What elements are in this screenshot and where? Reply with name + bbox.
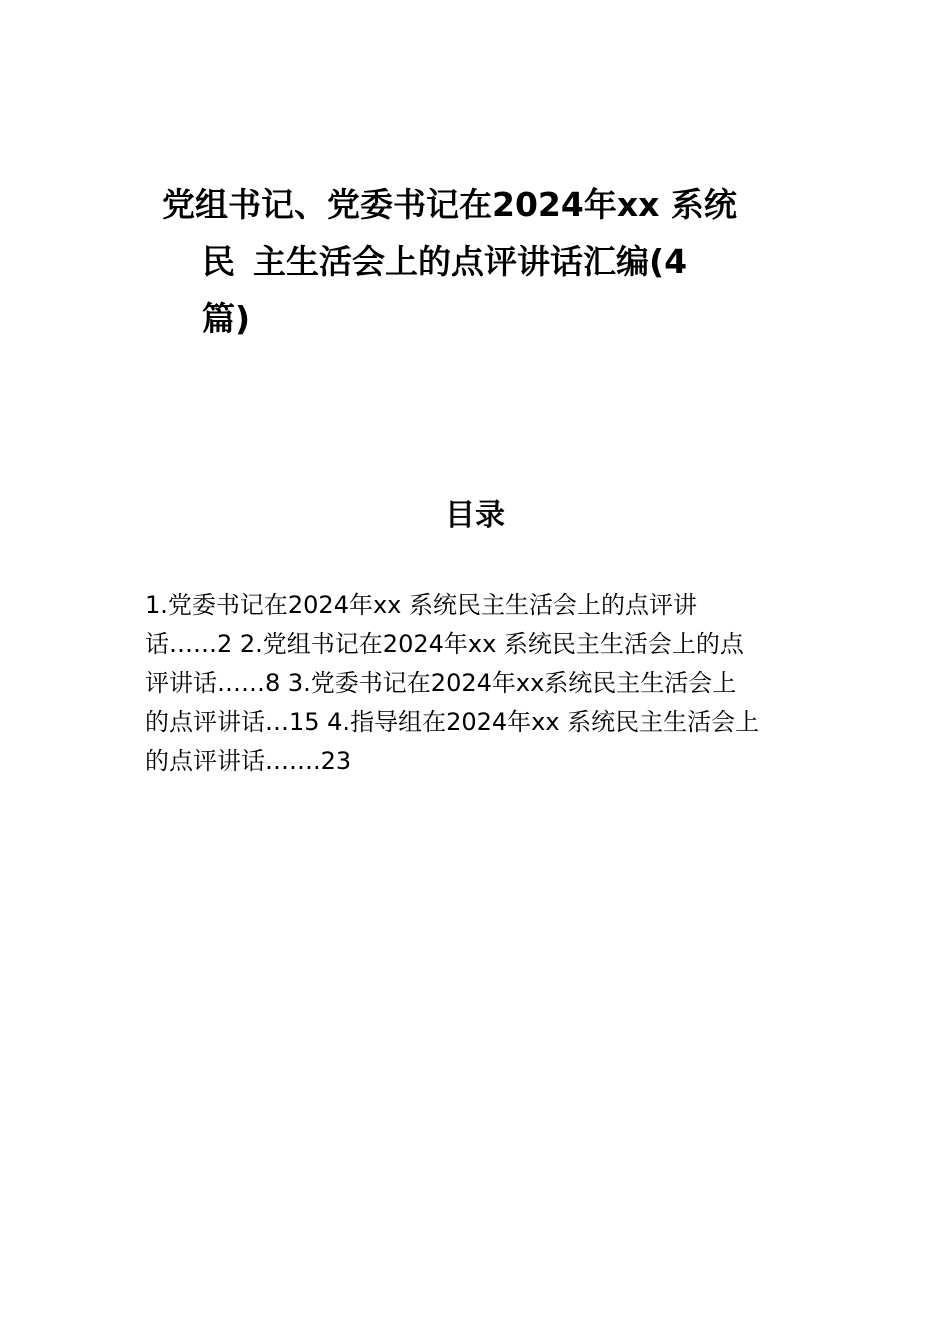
toc-heading: 目录 bbox=[445, 498, 505, 533]
title-line-2 bbox=[150, 233, 790, 290]
title-line-1: 党组书记、党委书记在2024年xx 系统 bbox=[162, 185, 737, 224]
toc-line-3: 评讲话……8 3.党委书记在2024年xx系统民主生活会上 bbox=[145, 669, 737, 697]
title-line-2-part-a: 民 bbox=[202, 242, 235, 281]
title-line-3: 篇) bbox=[202, 299, 251, 338]
toc-line-4: 的点评讲话…15 4.指导组在2024年xx 系统民主生活会上 bbox=[145, 708, 760, 736]
toc-line-1: 1.党委书记在2024年xx 系统民主生活会上的点评讲 bbox=[145, 591, 698, 619]
toc-line-5: 的点评讲话…….23 bbox=[145, 747, 352, 775]
toc-line-2: 话……2 2.党组书记在2024年xx 系统民主生活会上的点 bbox=[145, 630, 744, 658]
document-title bbox=[150, 176, 790, 347]
title-line-2-part-b: 主生活会上的点评讲话汇编(4 bbox=[253, 242, 688, 281]
table-of-contents bbox=[145, 586, 815, 781]
